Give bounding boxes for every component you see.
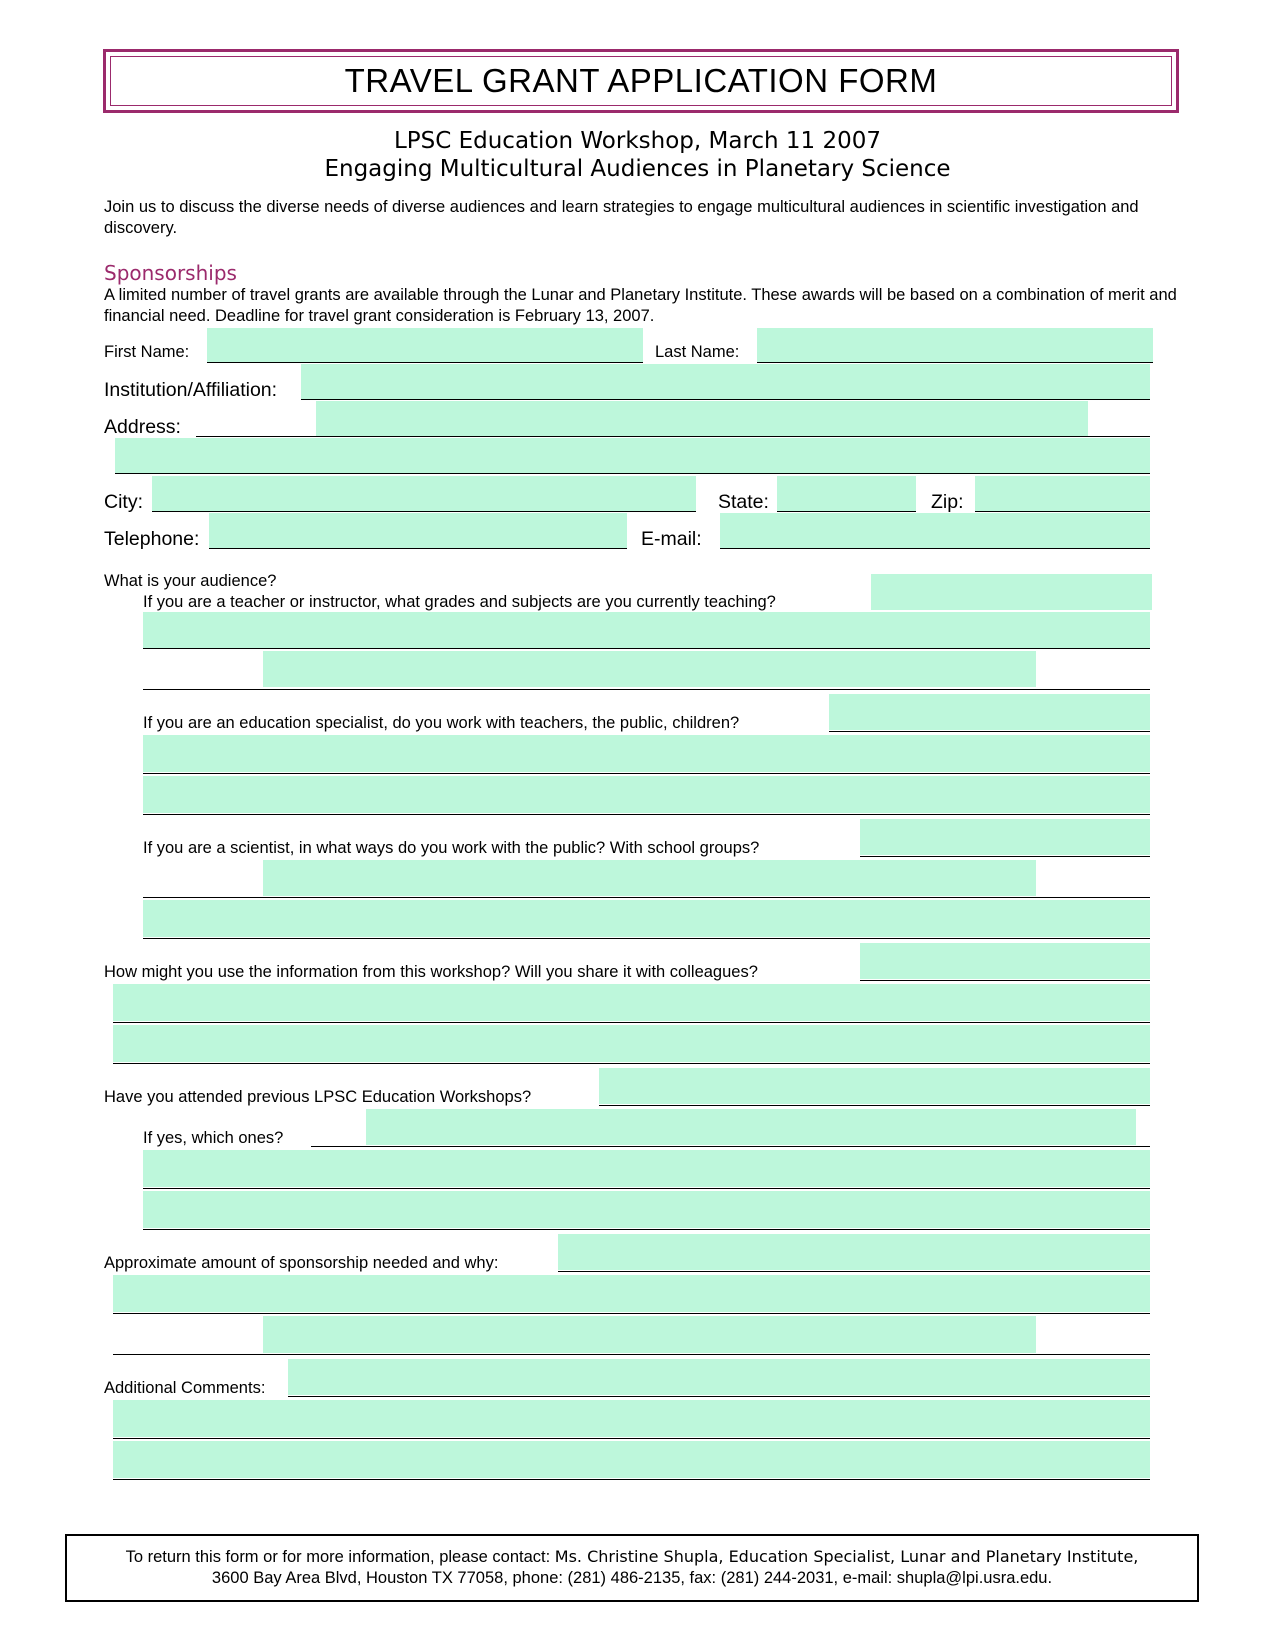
use-info-underline-1: [860, 980, 1150, 981]
institution-underline: [301, 399, 1150, 400]
specialist-field-1[interactable]: [829, 694, 1150, 730]
last-name-label: Last Name:: [655, 343, 740, 361]
teacher-underline-2: [143, 648, 1150, 649]
title-box: [103, 49, 1179, 113]
comments-underline-2: [113, 1438, 1150, 1439]
email-underline: [720, 548, 1150, 549]
comments-field-1[interactable]: [288, 1359, 1150, 1395]
contact-footer: [65, 1534, 1199, 1602]
comments-underline-3: [113, 1479, 1150, 1480]
first-name-field[interactable]: [207, 328, 643, 362]
teacher-question: If you are a teacher or instructor, what grades and subjects are you currently teaching?: [143, 593, 776, 611]
use-info-underline-3: [113, 1063, 1150, 1064]
telephone-underline: [209, 548, 627, 549]
subtitle-line-2: Engaging Multicultural Audiences in Planetary Science: [324, 156, 951, 182]
which-field-1[interactable]: [366, 1109, 1136, 1145]
use-info-underline-2: [113, 1022, 1150, 1023]
scientist-question: If you are a scientist, in what ways do you work with the public? With school groups?: [143, 839, 760, 857]
attended-question: Have you attended previous LPSC Education Workshops?: [104, 1088, 532, 1106]
which-question: If yes, which ones?: [143, 1129, 284, 1147]
sponsorship-amount-underline-2: [113, 1313, 1150, 1314]
zip-field[interactable]: [975, 476, 1150, 511]
teacher-field-2[interactable]: [143, 612, 1150, 648]
email-label: E-mail:: [641, 528, 702, 550]
sponsorships-text: A limited number of travel grants are available through the Lunar and Planetary Institute. These awards will be based on a combination of merit and financial need. Deadline for travel grant consideration is February 13, 2007.: [104, 286, 1177, 325]
sponsorships-heading: Sponsorships: [104, 261, 237, 285]
specialist-underline-2: [143, 773, 1150, 774]
last-name-field[interactable]: [757, 328, 1153, 362]
scientist-underline-1: [860, 856, 1150, 857]
specialist-underline-1: [829, 731, 1150, 732]
comments-field-3[interactable]: [113, 1441, 1150, 1478]
subtitle-line-1: LPSC Education Workshop, March 11 2007: [393, 128, 882, 154]
first-name-label: First Name:: [104, 343, 190, 361]
specialist-underline-3: [143, 814, 1150, 815]
email-field[interactable]: [720, 513, 1150, 548]
sponsorship-amount-question: Approximate amount of sponsorship needed and why:: [104, 1254, 499, 1272]
sponsorship-amount-field-3[interactable]: [263, 1316, 1036, 1353]
telephone-label: Telephone:: [104, 528, 200, 550]
use-info-field-2[interactable]: [113, 984, 1150, 1021]
which-underline-3: [143, 1229, 1150, 1230]
state-underline: [777, 511, 916, 512]
zip-underline: [975, 511, 1150, 512]
sponsorship-amount-field-1[interactable]: [558, 1234, 1150, 1270]
address-line-1-underline: [196, 436, 1150, 437]
scientist-field-2[interactable]: [263, 860, 1036, 896]
address-line-2-underline: [115, 473, 1150, 474]
scientist-field-3[interactable]: [143, 900, 1150, 937]
scientist-field-1[interactable]: [860, 819, 1150, 855]
use-info-question: How might you use the information from this workshop? Will you share it with colleagues?: [104, 963, 758, 981]
city-underline: [152, 511, 696, 512]
city-field[interactable]: [152, 476, 696, 511]
form-title: TRAVEL GRANT APPLICATION FORM: [110, 56, 1172, 106]
which-field-3[interactable]: [143, 1191, 1150, 1228]
comments-label: Additional Comments:: [104, 1379, 266, 1397]
state-label: State:: [718, 491, 769, 513]
zip-label: Zip:: [931, 491, 964, 513]
use-info-field-1[interactable]: [860, 943, 1150, 979]
first-name-underline: [207, 362, 643, 363]
address-line-1-field[interactable]: [316, 401, 1088, 436]
comments-underline-1: [288, 1396, 1150, 1397]
sponsorship-amount-underline-3: [113, 1354, 1150, 1355]
teacher-field-3[interactable]: [263, 651, 1036, 687]
specialist-field-2[interactable]: [143, 735, 1150, 772]
sponsorship-amount-underline-1: [558, 1271, 1150, 1272]
which-underline-1: [311, 1146, 1150, 1147]
footer-line-1: [67, 1546, 1197, 1568]
city-label: City:: [104, 491, 143, 513]
institution-label: Institution/Affiliation:: [104, 379, 278, 401]
specialist-field-3[interactable]: [143, 776, 1150, 813]
footer-contact-name: Ms. Christine Shupla, Education Specialist, Lunar and Planetary Institute,: [554, 1547, 1139, 1566]
last-name-underline: [757, 362, 1153, 363]
footer-prefix: To return this form or for more information, please contact:: [125, 1548, 555, 1566]
address-line-2-field[interactable]: [115, 438, 1150, 473]
sponsorship-amount-field-2[interactable]: [113, 1275, 1150, 1312]
scientist-underline-2: [143, 897, 1150, 898]
teacher-underline-3: [143, 689, 1150, 690]
which-field-2[interactable]: [143, 1150, 1150, 1187]
audience-label: What is your audience?: [104, 572, 277, 590]
intro-text: Join us to discuss the diverse needs of diverse audiences and learn strategies to engage multicultural audiences in scientific investigation and discovery.: [104, 198, 1139, 237]
footer-line-2: 3600 Bay Area Blvd, Houston TX 77058, phone: (281) 486-2135, fax: (281) 244-2031, e-mail: shupla@lpi.usra.edu.: [211, 1569, 1053, 1587]
attended-underline: [599, 1105, 1150, 1106]
state-field[interactable]: [777, 476, 916, 511]
address-label: Address:: [104, 416, 181, 438]
use-info-field-3[interactable]: [113, 1025, 1150, 1062]
teacher-field-1[interactable]: [871, 574, 1152, 610]
telephone-field[interactable]: [209, 513, 627, 548]
specialist-question: If you are an education specialist, do you work with teachers, the public, children?: [143, 714, 740, 732]
scientist-underline-3: [143, 938, 1150, 939]
comments-field-2[interactable]: [113, 1400, 1150, 1437]
attended-field[interactable]: [599, 1068, 1150, 1104]
which-underline-2: [143, 1188, 1150, 1189]
institution-field[interactable]: [301, 364, 1150, 399]
